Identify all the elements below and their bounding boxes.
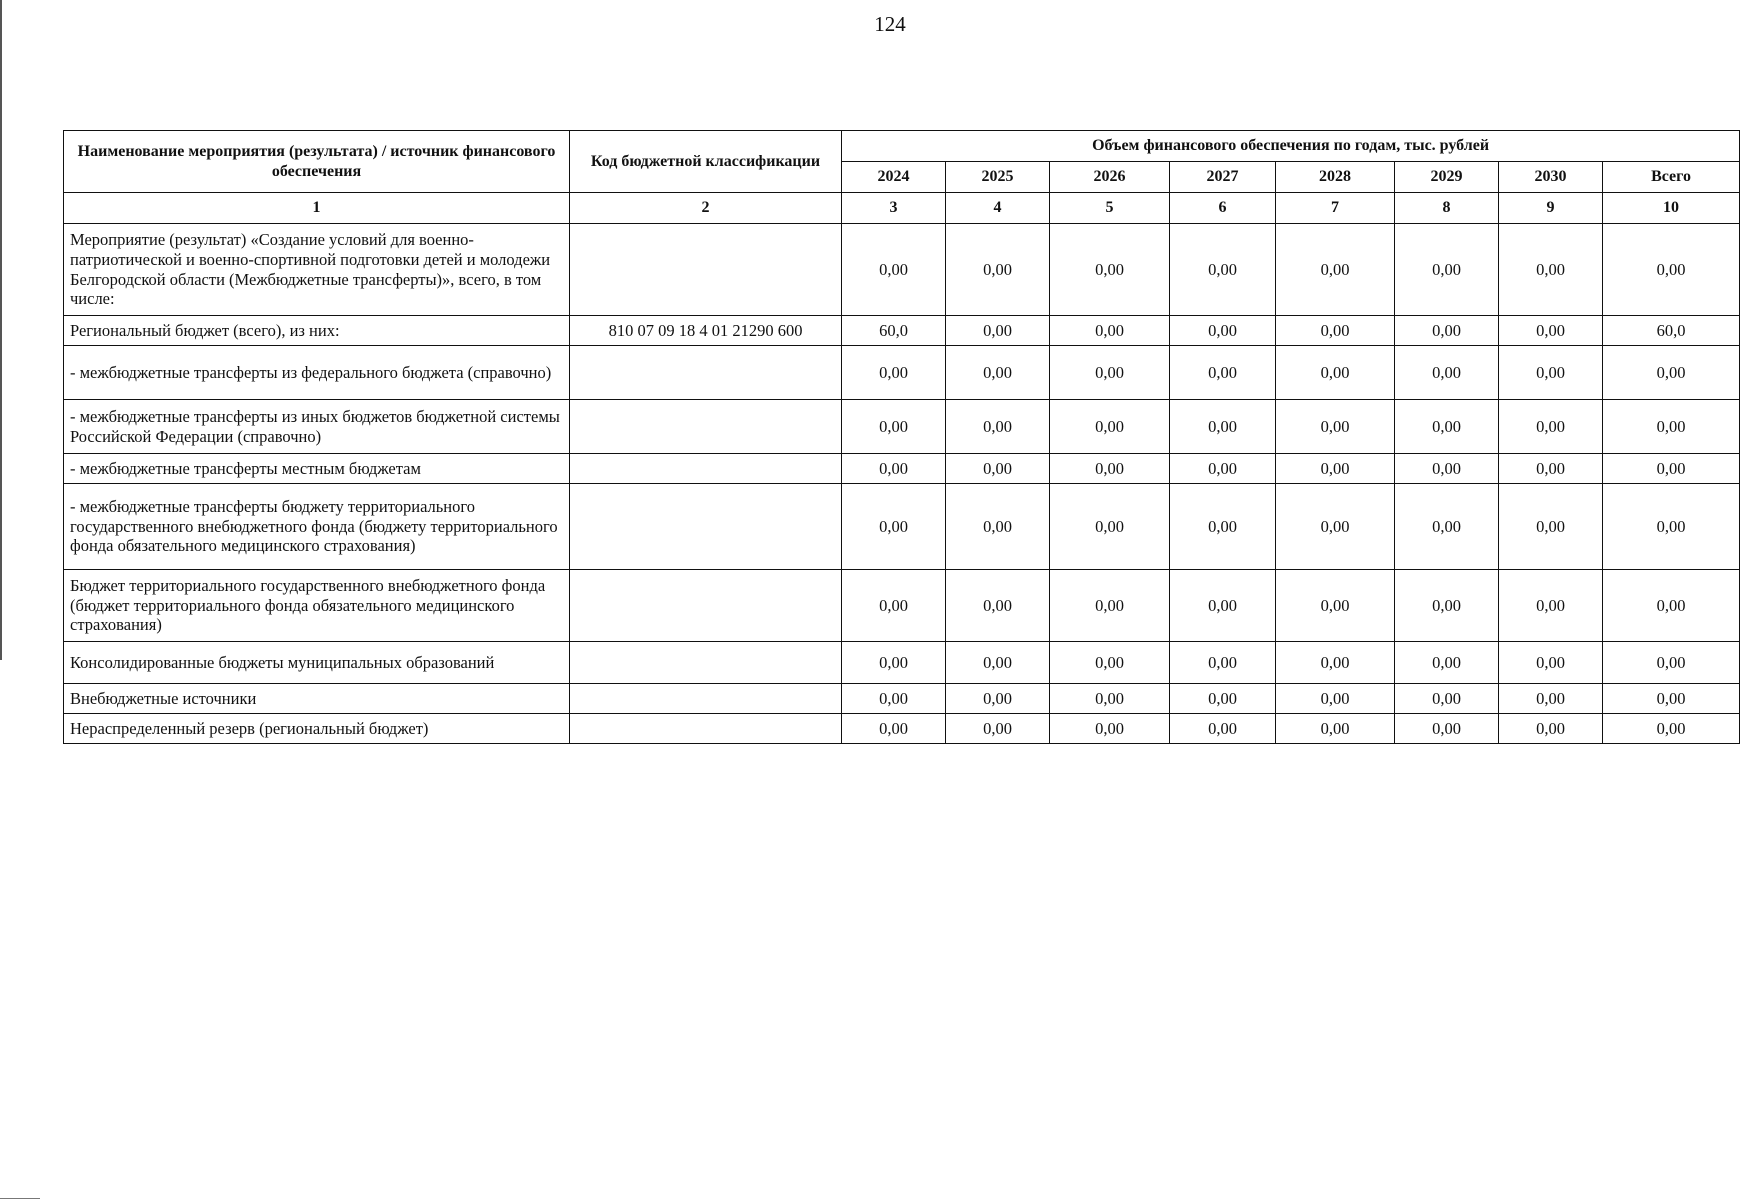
- financing-table: [63, 130, 1740, 744]
- row-code: [570, 454, 842, 484]
- scan-left-edge: [0, 0, 2, 660]
- column-index: 10: [1603, 193, 1740, 224]
- row-value: 0,00: [1170, 684, 1276, 714]
- row-value: 0,00: [1499, 400, 1603, 454]
- row-value: 0,00: [1050, 684, 1170, 714]
- column-index: 2: [570, 193, 842, 224]
- row-name: Внебюджетные источники: [64, 684, 570, 714]
- table-row: [64, 400, 1740, 454]
- row-total: 0,00: [1603, 454, 1740, 484]
- row-total: 0,00: [1603, 642, 1740, 684]
- row-total: 0,00: [1603, 684, 1740, 714]
- row-value: 0,00: [1050, 316, 1170, 346]
- row-value: 0,00: [946, 400, 1050, 454]
- table-row: [64, 316, 1740, 346]
- table-row: [64, 714, 1740, 744]
- table-header: [64, 131, 1740, 224]
- row-value: 0,00: [1050, 570, 1170, 642]
- row-value: 0,00: [1170, 484, 1276, 570]
- row-code: [570, 684, 842, 714]
- table-row: [64, 642, 1740, 684]
- row-value: 0,00: [946, 346, 1050, 400]
- row-value: 0,00: [1395, 570, 1499, 642]
- row-value: 0,00: [1499, 684, 1603, 714]
- row-value: 0,00: [1050, 642, 1170, 684]
- row-value: 0,00: [1395, 454, 1499, 484]
- row-value: 0,00: [1276, 224, 1395, 316]
- row-value: 0,00: [1499, 570, 1603, 642]
- scan-bottom-mark: [0, 1198, 40, 1199]
- row-value: 0,00: [842, 346, 946, 400]
- row-value: 0,00: [1395, 346, 1499, 400]
- row-name: Региональный бюджет (всего), из них:: [64, 316, 570, 346]
- row-total: 0,00: [1603, 714, 1740, 744]
- header-total: Всего: [1603, 162, 1740, 193]
- row-value: 0,00: [842, 224, 946, 316]
- row-value: 0,00: [946, 484, 1050, 570]
- row-name: Нераспределенный резерв (региональный бюджет): [64, 714, 570, 744]
- header-code: Код бюджетной классификации: [570, 131, 842, 193]
- column-index: 5: [1050, 193, 1170, 224]
- table-body: [64, 224, 1740, 744]
- row-value: 0,00: [842, 454, 946, 484]
- row-total: 0,00: [1603, 570, 1740, 642]
- row-value: 0,00: [1395, 484, 1499, 570]
- table-row: [64, 570, 1740, 642]
- row-code: [570, 570, 842, 642]
- row-total: 60,0: [1603, 316, 1740, 346]
- row-value: 0,00: [1395, 316, 1499, 346]
- row-value: 0,00: [1395, 714, 1499, 744]
- row-name: - межбюджетные трансферты из иных бюджетов бюджетной системы Российской Федерации (справочно): [64, 400, 570, 454]
- row-value: 0,00: [946, 224, 1050, 316]
- row-value: 0,00: [1170, 642, 1276, 684]
- row-value: 0,00: [1276, 400, 1395, 454]
- row-value: 0,00: [1276, 684, 1395, 714]
- row-value: 0,00: [946, 642, 1050, 684]
- row-value: 0,00: [946, 714, 1050, 744]
- row-name: - межбюджетные трансферты местным бюджетам: [64, 454, 570, 484]
- row-value: 0,00: [1276, 454, 1395, 484]
- page-number: 124: [874, 12, 906, 36]
- row-total: 0,00: [1603, 346, 1740, 400]
- column-index: 9: [1499, 193, 1603, 224]
- row-code: [570, 346, 842, 400]
- row-value: 0,00: [1395, 684, 1499, 714]
- row-value: 0,00: [1499, 346, 1603, 400]
- row-value: 0,00: [946, 454, 1050, 484]
- header-row-1: [64, 131, 1740, 162]
- header-year: 2027: [1170, 162, 1276, 193]
- row-value: 0,00: [1499, 316, 1603, 346]
- row-value: 0,00: [946, 570, 1050, 642]
- row-value: 0,00: [1276, 570, 1395, 642]
- row-total: 0,00: [1603, 224, 1740, 316]
- row-value: 0,00: [1170, 224, 1276, 316]
- header-year: 2030: [1499, 162, 1603, 193]
- row-value: 0,00: [842, 684, 946, 714]
- row-name: Бюджет территориального государственного внебюджетного фонда (бюджет территориального фонда обязательного медицинского страхования): [64, 570, 570, 642]
- column-index: 6: [1170, 193, 1276, 224]
- row-name: Консолидированные бюджеты муниципальных образований: [64, 642, 570, 684]
- row-code: [570, 224, 842, 316]
- row-value: 0,00: [1499, 642, 1603, 684]
- header-year: 2024: [842, 162, 946, 193]
- row-value: 0,00: [1276, 714, 1395, 744]
- row-name: Мероприятие (результат) «Создание условий для военно-патриотической и военно-спортивной подготовки детей и молодежи Белгородской области (Межбюджетные трансферты)», всего, в том числе:: [64, 224, 570, 316]
- row-value: 0,00: [1395, 400, 1499, 454]
- row-code: [570, 484, 842, 570]
- row-value: 0,00: [842, 484, 946, 570]
- row-value: 0,00: [842, 570, 946, 642]
- column-index: 4: [946, 193, 1050, 224]
- row-value: 0,00: [842, 714, 946, 744]
- column-index: 3: [842, 193, 946, 224]
- row-value: 0,00: [1050, 454, 1170, 484]
- row-name: - межбюджетные трансферты бюджету территориального государственного внебюджетного фонда (бюджету территориального фонда обязательного медицинского страхования): [64, 484, 570, 570]
- row-name: - межбюджетные трансферты из федерального бюджета (справочно): [64, 346, 570, 400]
- row-value: 0,00: [1170, 346, 1276, 400]
- row-value: 0,00: [1276, 346, 1395, 400]
- header-year: 2025: [946, 162, 1050, 193]
- row-value: 0,00: [1499, 224, 1603, 316]
- header-volume: Объем финансового обеспечения по годам, тыс. рублей: [842, 131, 1740, 162]
- row-code: [570, 714, 842, 744]
- row-code: 810 07 09 18 4 01 21290 600: [570, 316, 842, 346]
- row-value: 0,00: [842, 400, 946, 454]
- row-value: 0,00: [1395, 642, 1499, 684]
- header-year: 2026: [1050, 162, 1170, 193]
- row-value: 0,00: [1050, 346, 1170, 400]
- table-row: [64, 684, 1740, 714]
- table-row: [64, 454, 1740, 484]
- row-value: 0,00: [842, 642, 946, 684]
- row-value: 0,00: [1170, 454, 1276, 484]
- column-index: 1: [64, 193, 570, 224]
- header-year: 2029: [1395, 162, 1499, 193]
- row-value: 0,00: [1050, 224, 1170, 316]
- row-value: 0,00: [1170, 714, 1276, 744]
- row-value: 0,00: [1050, 484, 1170, 570]
- row-value: 0,00: [1499, 454, 1603, 484]
- header-year: 2028: [1276, 162, 1395, 193]
- row-value: 0,00: [946, 684, 1050, 714]
- row-value: 0,00: [1170, 316, 1276, 346]
- row-value: 0,00: [1050, 714, 1170, 744]
- row-value: 0,00: [1395, 224, 1499, 316]
- header-name: Наименование мероприятия (результата) / источник финансового обеспечения: [64, 131, 570, 193]
- row-value: 0,00: [1499, 484, 1603, 570]
- table-row: [64, 224, 1740, 316]
- row-value: 0,00: [1276, 484, 1395, 570]
- row-value: 0,00: [1499, 714, 1603, 744]
- column-index: 7: [1276, 193, 1395, 224]
- table-row: [64, 484, 1740, 570]
- row-total: 0,00: [1603, 400, 1740, 454]
- row-value: 0,00: [1050, 400, 1170, 454]
- row-value: 0,00: [1276, 642, 1395, 684]
- row-code: [570, 400, 842, 454]
- column-index: 8: [1395, 193, 1499, 224]
- row-value: 0,00: [946, 316, 1050, 346]
- row-total: 0,00: [1603, 484, 1740, 570]
- row-value: 0,00: [1276, 316, 1395, 346]
- header-row-index: [64, 193, 1740, 224]
- row-value: 0,00: [1170, 400, 1276, 454]
- table-row: [64, 346, 1740, 400]
- row-value: 60,0: [842, 316, 946, 346]
- row-value: 0,00: [1170, 570, 1276, 642]
- row-code: [570, 642, 842, 684]
